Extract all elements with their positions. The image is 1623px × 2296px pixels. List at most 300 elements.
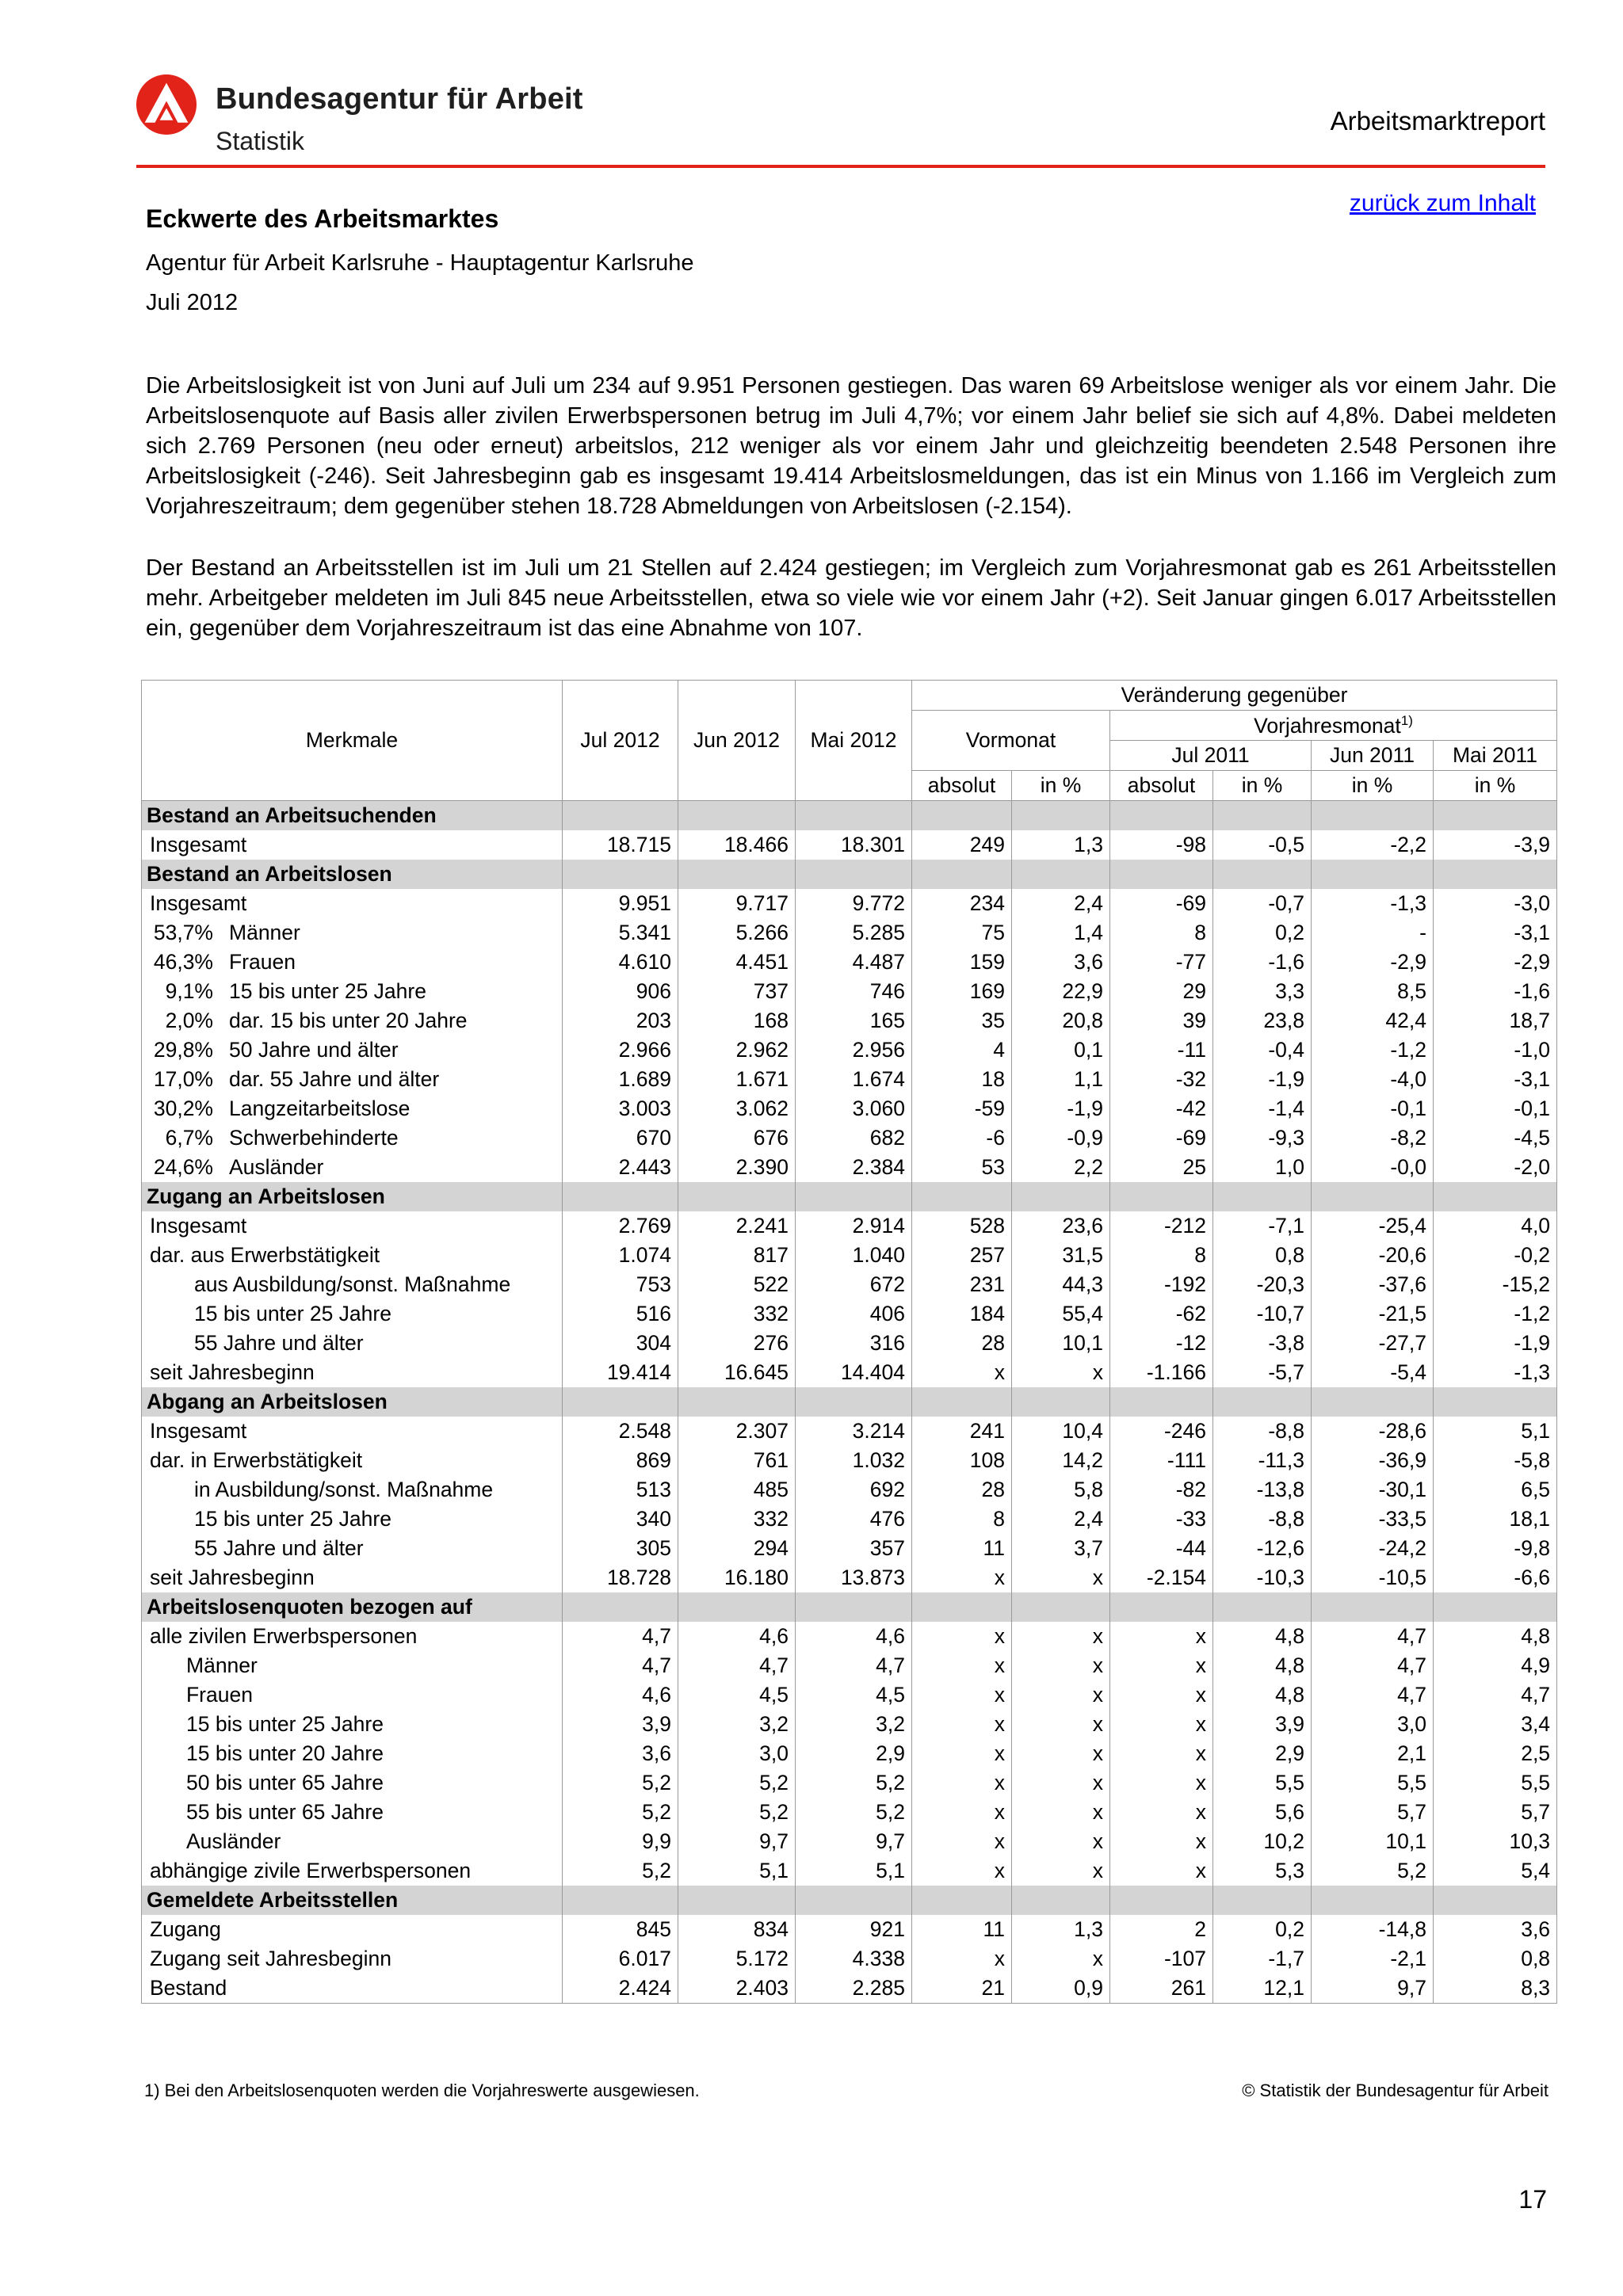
change-jul-2011-pct: -10,3	[1213, 1563, 1312, 1592]
share-percent: 9,1%	[165, 979, 213, 1003]
change-vormonat-pct: x	[1012, 1739, 1110, 1768]
change-vormonat-pct: x	[1012, 1622, 1110, 1651]
change-vormonat-absolut: x	[912, 1680, 1012, 1710]
value-mai-2012: 2.956	[796, 1035, 912, 1065]
share-percent: 6,7%	[165, 1126, 213, 1150]
value-jul-2012: 3.003	[563, 1094, 678, 1123]
value-jul-2012: 203	[563, 1006, 678, 1035]
value-mai-2012: 5,2	[796, 1798, 912, 1827]
header-in-pct: in %	[1312, 771, 1434, 801]
change-mai-2011-pct: -1,2	[1434, 1299, 1557, 1329]
value-mai-2012: 476	[796, 1505, 912, 1534]
header-divider	[136, 165, 1545, 168]
change-jun-2011-pct: -2,9	[1312, 948, 1434, 977]
change-vormonat-pct: 31,5	[1012, 1241, 1110, 1270]
section-fill-cell	[1012, 1182, 1110, 1211]
section-label: Gemeldete Arbeitsstellen	[142, 1886, 563, 1915]
value-jun-2012: 4.451	[678, 948, 796, 977]
section-fill-cell	[1012, 860, 1110, 889]
change-vormonat-pct: 2,4	[1012, 1505, 1110, 1534]
row-label: Männer	[229, 921, 300, 944]
section-fill-cell	[1312, 1182, 1434, 1211]
change-vormonat-pct: 3,7	[1012, 1534, 1110, 1563]
header-vorjahresmonat	[1110, 711, 1557, 741]
header-in-pct: in %	[1012, 771, 1110, 801]
change-jun-2011-pct: -1,2	[1312, 1035, 1434, 1065]
change-mai-2011-pct: -3,9	[1434, 830, 1557, 860]
row-label: dar. 55 Jahre und älter	[229, 1067, 440, 1091]
value-jul-2012: 5,2	[563, 1856, 678, 1886]
change-jul-2011-pct: -1,7	[1213, 1944, 1312, 1974]
row-label-cell	[142, 1534, 563, 1563]
table-row	[142, 1563, 1557, 1592]
section-fill-cell	[1110, 801, 1213, 831]
row-label: 50 Jahre und älter	[229, 1038, 399, 1062]
row-label-cell	[142, 1211, 563, 1241]
report-title: Arbeitsmarktreport	[1330, 106, 1545, 135]
change-mai-2011-pct: 2,5	[1434, 1739, 1557, 1768]
change-mai-2011-pct: -4,5	[1434, 1123, 1557, 1153]
row-label-cell	[142, 977, 563, 1006]
value-mai-2012: 1.040	[796, 1241, 912, 1270]
change-jul-2011-absolut: -33	[1110, 1505, 1213, 1534]
section-fill-cell	[1110, 1886, 1213, 1915]
value-jul-2012: 2.548	[563, 1417, 678, 1446]
change-jul-2011-absolut: -44	[1110, 1534, 1213, 1563]
row-label: Frauen	[186, 1683, 253, 1707]
change-mai-2011-pct: 3,6	[1434, 1915, 1557, 1944]
change-vormonat-absolut: 249	[912, 830, 1012, 860]
change-jun-2011-pct: -28,6	[1312, 1417, 1434, 1446]
row-label-cell	[142, 1006, 563, 1035]
change-mai-2011-pct: 18,1	[1434, 1505, 1557, 1534]
table-row	[142, 889, 1557, 918]
value-jun-2012: 9.717	[678, 889, 796, 918]
change-jun-2011-pct: -37,6	[1312, 1270, 1434, 1299]
row-label-cell	[142, 1622, 563, 1651]
row-label-cell	[142, 1358, 563, 1387]
section-fill-cell	[563, 860, 678, 889]
header-jul-2011: Jul 2011	[1110, 741, 1312, 771]
change-jun-2011-pct: -24,2	[1312, 1534, 1434, 1563]
change-vormonat-pct: x	[1012, 1680, 1110, 1710]
value-jun-2012: 332	[678, 1299, 796, 1329]
row-label-cell	[142, 1094, 563, 1123]
section-header-row	[142, 1387, 1557, 1417]
row-label-cell	[142, 1417, 563, 1446]
row-label-cell	[142, 948, 563, 977]
value-jun-2012: 2.962	[678, 1035, 796, 1065]
change-jul-2011-pct: 1,0	[1213, 1153, 1312, 1182]
section-label: Bestand an Arbeitslosen	[142, 860, 563, 889]
value-jul-2012: 516	[563, 1299, 678, 1329]
section-fill-cell	[1434, 801, 1557, 831]
table-row	[142, 948, 1557, 977]
value-jun-2012: 5,1	[678, 1856, 796, 1886]
change-jul-2011-absolut: x	[1110, 1622, 1213, 1651]
section-fill-cell	[1434, 1592, 1557, 1622]
change-jul-2011-absolut: 29	[1110, 977, 1213, 1006]
change-mai-2011-pct: 4,0	[1434, 1211, 1557, 1241]
value-jul-2012: 906	[563, 977, 678, 1006]
share-percent: 53,7%	[153, 921, 213, 944]
change-jul-2011-absolut: x	[1110, 1856, 1213, 1886]
change-jul-2011-absolut: x	[1110, 1710, 1213, 1739]
row-label-cell	[142, 1123, 563, 1153]
value-jul-2012: 869	[563, 1446, 678, 1475]
value-jul-2012: 18.715	[563, 830, 678, 860]
section-fill-cell	[1312, 1886, 1434, 1915]
header-absolut: absolut	[912, 771, 1012, 801]
change-mai-2011-pct: -6,6	[1434, 1563, 1557, 1592]
change-jul-2011-pct: 2,9	[1213, 1739, 1312, 1768]
value-mai-2012: 4.487	[796, 948, 912, 977]
value-mai-2012: 682	[796, 1123, 912, 1153]
value-jun-2012: 2.403	[678, 1974, 796, 2004]
row-label: Langzeitarbeitslose	[229, 1097, 411, 1120]
change-vormonat-absolut: 11	[912, 1534, 1012, 1563]
table-row	[142, 1798, 1557, 1827]
table-row	[142, 1094, 1557, 1123]
value-jun-2012: 276	[678, 1329, 796, 1358]
value-jul-2012: 2.424	[563, 1974, 678, 2004]
value-mai-2012: 672	[796, 1270, 912, 1299]
change-vormonat-absolut: 28	[912, 1329, 1012, 1358]
row-label: Ausländer	[229, 1155, 324, 1179]
row-label: 50 bis unter 65 Jahre	[186, 1771, 384, 1794]
value-jun-2012: 761	[678, 1446, 796, 1475]
value-jun-2012: 737	[678, 977, 796, 1006]
row-label-cell	[142, 1270, 563, 1299]
value-jul-2012: 305	[563, 1534, 678, 1563]
share-percent: 46,3%	[153, 950, 213, 974]
header-mai-2011: Mai 2011	[1434, 741, 1557, 771]
row-label: dar. 15 bis unter 20 Jahre	[229, 1009, 468, 1032]
row-label: 55 Jahre und älter	[194, 1536, 364, 1560]
value-mai-2012: 2,9	[796, 1739, 912, 1768]
change-jun-2011-pct: -25,4	[1312, 1211, 1434, 1241]
value-jul-2012: 3,6	[563, 1739, 678, 1768]
change-jun-2011-pct: -27,7	[1312, 1329, 1434, 1358]
change-mai-2011-pct: -2,9	[1434, 948, 1557, 977]
back-to-contents-link[interactable]: zurück zum Inhalt	[1349, 190, 1536, 216]
change-vormonat-pct: x	[1012, 1768, 1110, 1798]
row-label: Insgesamt	[150, 833, 247, 856]
value-mai-2012: 5.285	[796, 918, 912, 948]
change-jul-2011-pct: -11,3	[1213, 1446, 1312, 1475]
value-mai-2012: 165	[796, 1006, 912, 1035]
change-jul-2011-absolut: -69	[1110, 1123, 1213, 1153]
change-jun-2011-pct: -21,5	[1312, 1299, 1434, 1329]
change-jul-2011-absolut: x	[1110, 1798, 1213, 1827]
change-jul-2011-pct: 4,8	[1213, 1622, 1312, 1651]
change-jun-2011-pct: 5,2	[1312, 1856, 1434, 1886]
value-jun-2012: 2.307	[678, 1417, 796, 1446]
value-mai-2012: 3.060	[796, 1094, 912, 1123]
change-jul-2011-pct: -0,7	[1213, 889, 1312, 918]
header-merkmale: Merkmale	[142, 681, 563, 801]
value-jul-2012: 5.341	[563, 918, 678, 948]
change-mai-2011-pct: 5,5	[1434, 1768, 1557, 1798]
row-label: 55 Jahre und älter	[194, 1331, 364, 1355]
section-fill-cell	[678, 1886, 796, 1915]
value-jun-2012: 4,6	[678, 1622, 796, 1651]
value-mai-2012: 921	[796, 1915, 912, 1944]
change-jul-2011-absolut: -212	[1110, 1211, 1213, 1241]
change-jul-2011-pct: 0,2	[1213, 1915, 1312, 1944]
change-jul-2011-pct: 12,1	[1213, 1974, 1312, 2004]
change-vormonat-absolut: -6	[912, 1123, 1012, 1153]
row-label-cell	[142, 1974, 563, 2004]
table-row	[142, 1065, 1557, 1094]
table-row	[142, 830, 1557, 860]
section-header-row	[142, 1592, 1557, 1622]
change-vormonat-absolut: 11	[912, 1915, 1012, 1944]
section-fill-cell	[796, 1886, 912, 1915]
section-fill-cell	[912, 1387, 1012, 1417]
change-vormonat-absolut: 528	[912, 1211, 1012, 1241]
value-jun-2012: 332	[678, 1505, 796, 1534]
row-label-cell	[142, 830, 563, 860]
change-vormonat-absolut: 234	[912, 889, 1012, 918]
header-vormonat: Vormonat	[912, 711, 1110, 771]
table-row	[142, 1006, 1557, 1035]
change-jul-2011-absolut: -107	[1110, 1944, 1213, 1974]
table-row	[142, 1856, 1557, 1886]
change-vormonat-absolut: 184	[912, 1299, 1012, 1329]
change-jul-2011-absolut: -246	[1110, 1417, 1213, 1446]
section-fill-cell	[1312, 801, 1434, 831]
change-jul-2011-pct: -9,3	[1213, 1123, 1312, 1153]
change-jun-2011-pct: 9,7	[1312, 1974, 1434, 2004]
section-fill-cell	[912, 1182, 1012, 1211]
change-jul-2011-pct: -0,4	[1213, 1035, 1312, 1065]
section-fill-cell	[563, 1387, 678, 1417]
report-date: Juli 2012	[146, 290, 239, 315]
section-fill-cell	[796, 1387, 912, 1417]
section-fill-cell	[912, 860, 1012, 889]
change-vormonat-pct: 0,1	[1012, 1035, 1110, 1065]
change-jul-2011-absolut: -98	[1110, 830, 1213, 860]
value-jun-2012: 5.266	[678, 918, 796, 948]
value-mai-2012: 4.338	[796, 1944, 912, 1974]
row-label-cell	[142, 1241, 563, 1270]
change-vormonat-pct: 20,8	[1012, 1006, 1110, 1035]
table-row	[142, 1827, 1557, 1856]
change-jun-2011-pct: -10,5	[1312, 1563, 1434, 1592]
change-jun-2011-pct: -0,1	[1312, 1094, 1434, 1123]
change-jun-2011-pct: 5,7	[1312, 1798, 1434, 1827]
table-row	[142, 1329, 1557, 1358]
change-jul-2011-absolut: -62	[1110, 1299, 1213, 1329]
table-row	[142, 1944, 1557, 1974]
change-vormonat-pct: x	[1012, 1358, 1110, 1387]
value-jun-2012: 522	[678, 1270, 796, 1299]
change-mai-2011-pct: -0,2	[1434, 1241, 1557, 1270]
change-vormonat-absolut: 108	[912, 1446, 1012, 1475]
change-mai-2011-pct: 6,5	[1434, 1475, 1557, 1505]
change-jul-2011-absolut: -82	[1110, 1475, 1213, 1505]
change-jul-2011-pct: 0,2	[1213, 918, 1312, 948]
section-fill-cell	[678, 801, 796, 831]
section-fill-cell	[796, 801, 912, 831]
change-jun-2011-pct: -8,2	[1312, 1123, 1434, 1153]
change-jul-2011-pct: 0,8	[1213, 1241, 1312, 1270]
change-jul-2011-absolut: x	[1110, 1827, 1213, 1856]
table-row	[142, 1710, 1557, 1739]
change-mai-2011-pct: 4,9	[1434, 1651, 1557, 1680]
change-vormonat-pct: 5,8	[1012, 1475, 1110, 1505]
change-vormonat-pct: 0,9	[1012, 1974, 1110, 2004]
section-fill-cell	[563, 1592, 678, 1622]
change-jul-2011-pct: -8,8	[1213, 1505, 1312, 1534]
value-mai-2012: 1.032	[796, 1446, 912, 1475]
value-jul-2012: 2.443	[563, 1153, 678, 1182]
change-jun-2011-pct: -20,6	[1312, 1241, 1434, 1270]
row-label-cell	[142, 1768, 563, 1798]
section-fill-cell	[678, 1182, 796, 1211]
page-title: Eckwerte des Arbeitsmarktes	[146, 204, 499, 233]
row-label: 15 bis unter 25 Jahre	[186, 1712, 384, 1736]
change-jul-2011-pct: 4,8	[1213, 1651, 1312, 1680]
row-label-cell	[142, 918, 563, 948]
change-vormonat-absolut: x	[912, 1827, 1012, 1856]
table-row	[142, 1358, 1557, 1387]
change-jul-2011-absolut: -32	[1110, 1065, 1213, 1094]
section-fill-cell	[563, 1182, 678, 1211]
section-fill-cell	[1434, 1387, 1557, 1417]
value-jun-2012: 2.241	[678, 1211, 796, 1241]
change-vormonat-pct: 1,3	[1012, 1915, 1110, 1944]
row-label: Zugang	[150, 1917, 221, 1941]
value-jul-2012: 304	[563, 1329, 678, 1358]
row-label: in Ausbildung/sonst. Maßnahme	[194, 1478, 494, 1501]
value-mai-2012: 316	[796, 1329, 912, 1358]
section-label: Abgang an Arbeitslosen	[142, 1387, 563, 1417]
change-jul-2011-pct: -5,7	[1213, 1358, 1312, 1387]
change-jul-2011-pct: 3,3	[1213, 977, 1312, 1006]
change-jun-2011-pct: -30,1	[1312, 1475, 1434, 1505]
table-row	[142, 1241, 1557, 1270]
page-number: 17	[1518, 2185, 1547, 2214]
table-row	[142, 977, 1557, 1006]
change-vormonat-absolut: x	[912, 1622, 1012, 1651]
copyright: © Statistik der Bundesagentur für Arbeit	[1242, 2081, 1549, 2100]
value-jun-2012: 5,2	[678, 1798, 796, 1827]
section-label: Bestand an Arbeitsuchenden	[142, 801, 563, 831]
section-label: Zugang an Arbeitslosen	[142, 1182, 563, 1211]
change-vormonat-absolut: 159	[912, 948, 1012, 977]
change-jul-2011-absolut: 8	[1110, 1241, 1213, 1270]
row-label: Männer	[186, 1653, 258, 1677]
change-mai-2011-pct: 0,8	[1434, 1944, 1557, 1974]
change-mai-2011-pct: 4,8	[1434, 1622, 1557, 1651]
value-jul-2012: 513	[563, 1475, 678, 1505]
change-jul-2011-pct: -0,5	[1213, 830, 1312, 860]
key-figures-table	[141, 680, 1557, 2004]
change-jun-2011-pct: -4,0	[1312, 1065, 1434, 1094]
change-vormonat-pct: 10,4	[1012, 1417, 1110, 1446]
value-jun-2012: 3,2	[678, 1710, 796, 1739]
section-fill-cell	[1213, 1886, 1312, 1915]
value-jun-2012: 4,7	[678, 1651, 796, 1680]
row-label: Zugang seit Jahresbeginn	[150, 1947, 391, 1970]
change-vormonat-absolut: -59	[912, 1094, 1012, 1123]
change-mai-2011-pct: 8,3	[1434, 1974, 1557, 2004]
change-jul-2011-absolut: 8	[1110, 918, 1213, 948]
header-mai-2012: Mai 2012	[796, 681, 912, 801]
value-mai-2012: 4,7	[796, 1651, 912, 1680]
change-vormonat-pct: x	[1012, 1856, 1110, 1886]
change-jul-2011-pct: 10,2	[1213, 1827, 1312, 1856]
value-mai-2012: 5,2	[796, 1768, 912, 1798]
section-fill-cell	[1213, 801, 1312, 831]
change-jul-2011-absolut: 261	[1110, 1974, 1213, 2004]
change-mai-2011-pct: 18,7	[1434, 1006, 1557, 1035]
share-percent: 29,8%	[153, 1038, 213, 1062]
change-mai-2011-pct: 5,7	[1434, 1798, 1557, 1827]
value-mai-2012: 5,1	[796, 1856, 912, 1886]
row-label-cell	[142, 1299, 563, 1329]
change-mai-2011-pct: -5,8	[1434, 1446, 1557, 1475]
change-jun-2011-pct: 4,7	[1312, 1651, 1434, 1680]
change-vormonat-pct: 14,2	[1012, 1446, 1110, 1475]
value-jul-2012: 1.689	[563, 1065, 678, 1094]
change-vormonat-pct: 55,4	[1012, 1299, 1110, 1329]
row-label-cell	[142, 1065, 563, 1094]
section-fill-cell	[1434, 860, 1557, 889]
table-row	[142, 1417, 1557, 1446]
change-mai-2011-pct: -2,0	[1434, 1153, 1557, 1182]
change-jun-2011-pct: -5,4	[1312, 1358, 1434, 1387]
table-row	[142, 1915, 1557, 1944]
change-vormonat-pct: x	[1012, 1827, 1110, 1856]
value-jun-2012: 1.671	[678, 1065, 796, 1094]
section-fill-cell	[1312, 860, 1434, 889]
section-fill-cell	[1312, 1387, 1434, 1417]
change-jul-2011-absolut: x	[1110, 1768, 1213, 1798]
table-row	[142, 1505, 1557, 1534]
change-jun-2011-pct: 10,1	[1312, 1827, 1434, 1856]
change-jul-2011-pct: -8,8	[1213, 1417, 1312, 1446]
change-jun-2011-pct: -14,8	[1312, 1915, 1434, 1944]
bundesagentur-logo-icon	[136, 74, 197, 135]
value-jul-2012: 845	[563, 1915, 678, 1944]
change-jul-2011-pct: 5,3	[1213, 1856, 1312, 1886]
change-jun-2011-pct: -33,5	[1312, 1505, 1434, 1534]
share-percent: 24,6%	[153, 1155, 213, 1179]
change-jul-2011-pct: 5,5	[1213, 1768, 1312, 1798]
change-jun-2011-pct: 3,0	[1312, 1710, 1434, 1739]
change-mai-2011-pct: 5,4	[1434, 1856, 1557, 1886]
value-mai-2012: 406	[796, 1299, 912, 1329]
row-label-cell	[142, 1035, 563, 1065]
change-vormonat-absolut: 21	[912, 1974, 1012, 2004]
change-jun-2011-pct: -0,0	[1312, 1153, 1434, 1182]
value-jul-2012: 340	[563, 1505, 678, 1534]
change-vormonat-absolut: x	[912, 1358, 1012, 1387]
section-fill-cell	[1110, 860, 1213, 889]
table-row	[142, 1768, 1557, 1798]
value-jun-2012: 834	[678, 1915, 796, 1944]
section-fill-cell	[1110, 1592, 1213, 1622]
value-jun-2012: 4,5	[678, 1680, 796, 1710]
section-fill-cell	[796, 1182, 912, 1211]
section-header-row	[142, 801, 1557, 831]
section-fill-cell	[1110, 1182, 1213, 1211]
table-row	[142, 1651, 1557, 1680]
table-row	[142, 1446, 1557, 1475]
